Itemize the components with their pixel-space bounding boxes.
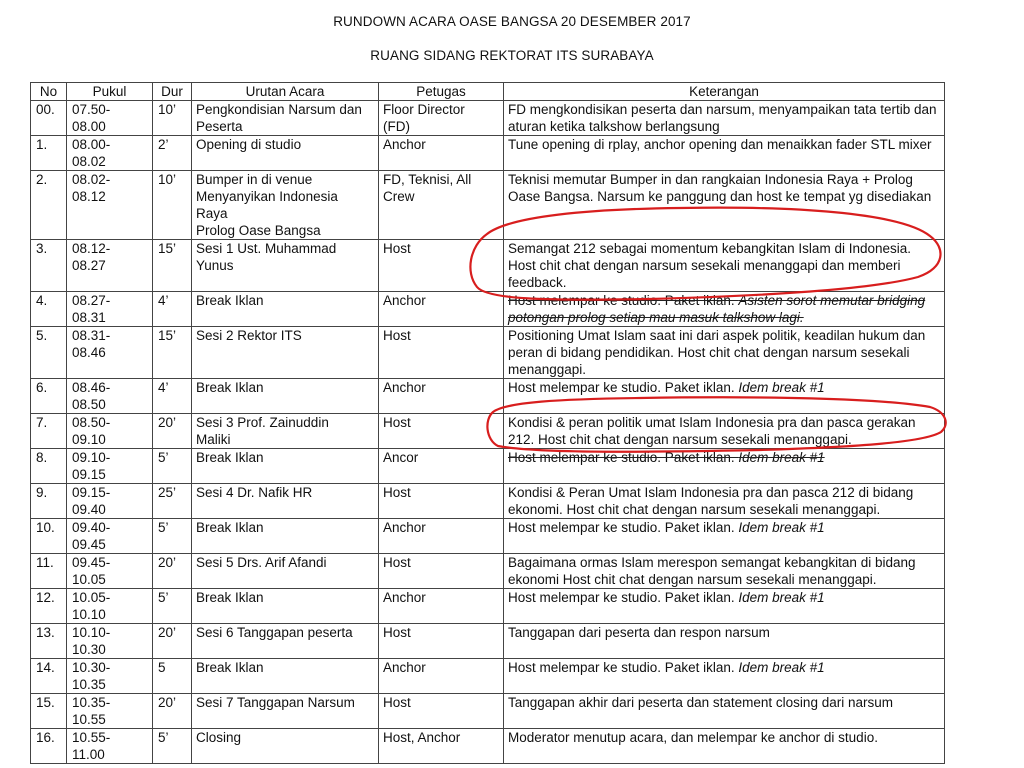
cell-petugas: Host <box>379 554 504 589</box>
cell-urutan-acara: Break Iklan <box>192 519 379 554</box>
cell-dur: 20’ <box>153 624 192 659</box>
cell-no: 9. <box>31 484 67 519</box>
cell-no: 13. <box>31 624 67 659</box>
cell-urutan-acara: Bumper in di venue Menyanyikan Indonesia Raya Prolog Oase Bangsa <box>192 171 379 240</box>
cell-keterangan <box>504 589 945 624</box>
cell-pukul: 08.12- 08.27 <box>67 240 153 292</box>
keterangan-note: Idem break #1 <box>738 590 825 605</box>
cell-petugas: Floor Director (FD) <box>379 101 504 136</box>
cell-pukul: 08.31- 08.46 <box>67 327 153 379</box>
keterangan-note: Idem break #1 <box>738 520 825 535</box>
cell-pukul: 10.35- 10.55 <box>67 694 153 729</box>
cell-petugas: Host <box>379 240 504 292</box>
table-row <box>31 240 945 292</box>
cell-keterangan <box>504 659 945 694</box>
cell-keterangan <box>504 379 945 414</box>
cell-urutan-acara: Sesi 3 Prof. Zainuddin Maliki <box>192 414 379 449</box>
cell-no: 00. <box>31 101 67 136</box>
header-pukul: Pukul <box>67 83 153 101</box>
cell-keterangan: Positioning Umat Islam saat ini dari aspek politik, keadilan hukum dan peran di bidang pendidikan. Host chit chat dengan narsum sesekali menanggapi. <box>504 327 945 379</box>
keterangan-note: Idem break #1 <box>738 380 825 395</box>
cell-petugas: Anchor <box>379 292 504 327</box>
table-row <box>31 624 945 659</box>
table-row <box>31 136 945 171</box>
cell-petugas: Host <box>379 327 504 379</box>
cell-no: 11. <box>31 554 67 589</box>
cell-urutan-acara: Sesi 2 Rektor ITS <box>192 327 379 379</box>
cell-dur: 10’ <box>153 101 192 136</box>
keterangan-text: Host melempar ke studio. Paket iklan. <box>508 590 739 605</box>
cell-keterangan <box>504 292 945 327</box>
cell-keterangan: Tanggapan dari peserta dan respon narsum <box>504 624 945 659</box>
cell-dur: 20’ <box>153 694 192 729</box>
table-row <box>31 292 945 327</box>
header-keterangan: Keterangan <box>504 83 945 101</box>
cell-pukul: 07.50- 08.00 <box>67 101 153 136</box>
cell-keterangan: FD mengkondisikan peserta dan narsum, menyampaikan tata tertib dan aturan ketika talkshow berlangsung <box>504 101 945 136</box>
cell-no: 8. <box>31 449 67 484</box>
cell-dur: 15’ <box>153 327 192 379</box>
cell-keterangan: Kondisi & peran politik umat Islam Indonesia pra dan pasca gerakan 212. Host chit chat dengan narsum sesekali menanggapi. <box>504 414 945 449</box>
cell-urutan-acara: Sesi 5 Drs. Arif Afandi <box>192 554 379 589</box>
cell-pukul: 10.10- 10.30 <box>67 624 153 659</box>
header-dur: Dur <box>153 83 192 101</box>
cell-dur: 5 <box>153 659 192 694</box>
cell-urutan-acara: Break Iklan <box>192 659 379 694</box>
cell-petugas: Anchor <box>379 519 504 554</box>
cell-petugas: Ancor <box>379 449 504 484</box>
cell-petugas: Anchor <box>379 589 504 624</box>
keterangan-note: Asisten sorot memutar bridging potongan prolog setiap mau masuk talkshow lagi. <box>508 293 926 325</box>
cell-pukul: 08.02- 08.12 <box>67 171 153 240</box>
cell-pukul: 10.30- 10.35 <box>67 659 153 694</box>
table-row <box>31 327 945 379</box>
cell-no: 15. <box>31 694 67 729</box>
cell-keterangan: Bagaimana ormas Islam merespon semangat kebangkitan di bidang ekonomi Host chit chat dengan narsum sesekali menanggapi. <box>504 554 945 589</box>
cell-dur: 5’ <box>153 449 192 484</box>
cell-no: 12. <box>31 589 67 624</box>
cell-pukul: 09.40- 09.45 <box>67 519 153 554</box>
table-row <box>31 659 945 694</box>
cell-dur: 2’ <box>153 136 192 171</box>
cell-petugas: Anchor <box>379 379 504 414</box>
cell-dur: 4’ <box>153 292 192 327</box>
table-row <box>31 171 945 240</box>
cell-urutan-acara: Closing <box>192 729 379 764</box>
table-row <box>31 729 945 764</box>
document-subtitle: RUANG SIDANG REKTORAT ITS SURABAYA <box>370 48 654 63</box>
cell-dur: 15’ <box>153 240 192 292</box>
cell-dur: 4’ <box>153 379 192 414</box>
table-row <box>31 519 945 554</box>
cell-pukul: 08.00- 08.02 <box>67 136 153 171</box>
cell-urutan-acara: Sesi 7 Tanggapan Narsum <box>192 694 379 729</box>
cell-dur: 10’ <box>153 171 192 240</box>
keterangan-text: Host melempar ke studio. Paket iklan. <box>508 380 739 395</box>
cell-petugas: Host <box>379 414 504 449</box>
keterangan-note: Idem break #1 <box>738 660 825 675</box>
cell-urutan-acara: Break Iklan <box>192 379 379 414</box>
cell-no: 4. <box>31 292 67 327</box>
cell-petugas: Host <box>379 694 504 729</box>
cell-pukul: 10.55- 11.00 <box>67 729 153 764</box>
table-row <box>31 694 945 729</box>
cell-no: 3. <box>31 240 67 292</box>
cell-urutan-acara: Pengkondisian Narsum dan Peserta <box>192 101 379 136</box>
cell-pukul: 09.10- 09.15 <box>67 449 153 484</box>
cell-petugas: Host <box>379 624 504 659</box>
cell-no: 6. <box>31 379 67 414</box>
cell-no: 1. <box>31 136 67 171</box>
cell-petugas: Host <box>379 484 504 519</box>
cell-no: 2. <box>31 171 67 240</box>
cell-pukul: 09.15- 09.40 <box>67 484 153 519</box>
cell-petugas: Anchor <box>379 136 504 171</box>
header-petugas: Petugas <box>379 83 504 101</box>
document-title: RUNDOWN ACARA OASE BANGSA 20 DESEMBER 2017 <box>333 14 691 29</box>
cell-dur: 5’ <box>153 729 192 764</box>
cell-pukul: 08.50- 09.10 <box>67 414 153 449</box>
cell-no: 16. <box>31 729 67 764</box>
cell-pukul: 10.05- 10.10 <box>67 589 153 624</box>
cell-petugas: FD, Teknisi, All Crew <box>379 171 504 240</box>
cell-urutan-acara: Break Iklan <box>192 589 379 624</box>
table-header-row <box>31 83 945 101</box>
cell-urutan-acara: Break Iklan <box>192 292 379 327</box>
cell-keterangan: Semangat 212 sebagai momentum kebangkitan Islam di Indonesia. Host chit chat dengan narsum sesekali menanggapi dan memberi feedback. <box>504 240 945 292</box>
cell-no: 10. <box>31 519 67 554</box>
cell-urutan-acara: Sesi 4 Dr. Nafik HR <box>192 484 379 519</box>
keterangan-text: Host melempar ke studio. Paket iklan. <box>508 293 739 308</box>
cell-no: 14. <box>31 659 67 694</box>
rundown-table <box>30 82 945 764</box>
cell-pukul: 08.46- 08.50 <box>67 379 153 414</box>
cell-no: 5. <box>31 327 67 379</box>
cell-dur: 20’ <box>153 554 192 589</box>
cell-keterangan: Tanggapan akhir dari peserta dan statement closing dari narsum <box>504 694 945 729</box>
keterangan-text: Host melempar ke studio. Paket iklan. <box>508 660 739 675</box>
cell-keterangan: Teknisi memutar Bumper in dan rangkaian Indonesia Raya + Prolog Oase Bangsa. Narsum ke panggung dan host ke tempat yg disediakan <box>504 171 945 240</box>
keterangan-note: Idem break #1 <box>738 450 825 465</box>
cell-pukul: 09.45- 10.05 <box>67 554 153 589</box>
cell-keterangan: Kondisi & Peran Umat Islam Indonesia pra dan pasca 212 di bidang ekonomi. Host chit chat dengan narsum sesekali menanggapi. <box>504 484 945 519</box>
cell-dur: 25’ <box>153 484 192 519</box>
table-row <box>31 484 945 519</box>
table-row <box>31 101 945 136</box>
cell-dur: 20’ <box>153 414 192 449</box>
cell-petugas: Anchor <box>379 659 504 694</box>
cell-dur: 5’ <box>153 519 192 554</box>
keterangan-text: Host melempar ke studio. Paket iklan. <box>508 520 739 535</box>
cell-keterangan <box>504 449 945 484</box>
keterangan-text: Host melempar ke studio. Paket iklan. <box>508 450 739 465</box>
table-row <box>31 554 945 589</box>
cell-urutan-acara: Opening di studio <box>192 136 379 171</box>
cell-keterangan: Moderator menutup acara, dan melempar ke anchor di studio. <box>504 729 945 764</box>
header-urutan-acara: Urutan Acara <box>192 83 379 101</box>
cell-dur: 5’ <box>153 589 192 624</box>
header-no: No <box>31 83 67 101</box>
cell-keterangan: Tune opening di rplay, anchor opening dan menaikkan fader STL mixer <box>504 136 945 171</box>
table-row <box>31 414 945 449</box>
cell-urutan-acara: Break Iklan <box>192 449 379 484</box>
table-row <box>31 379 945 414</box>
cell-keterangan <box>504 519 945 554</box>
cell-urutan-acara: Sesi 6 Tanggapan peserta <box>192 624 379 659</box>
table-row <box>31 589 945 624</box>
cell-no: 7. <box>31 414 67 449</box>
cell-urutan-acara: Sesi 1 Ust. Muhammad Yunus <box>192 240 379 292</box>
cell-petugas: Host, Anchor <box>379 729 504 764</box>
cell-pukul: 08.27- 08.31 <box>67 292 153 327</box>
table-row <box>31 449 945 484</box>
